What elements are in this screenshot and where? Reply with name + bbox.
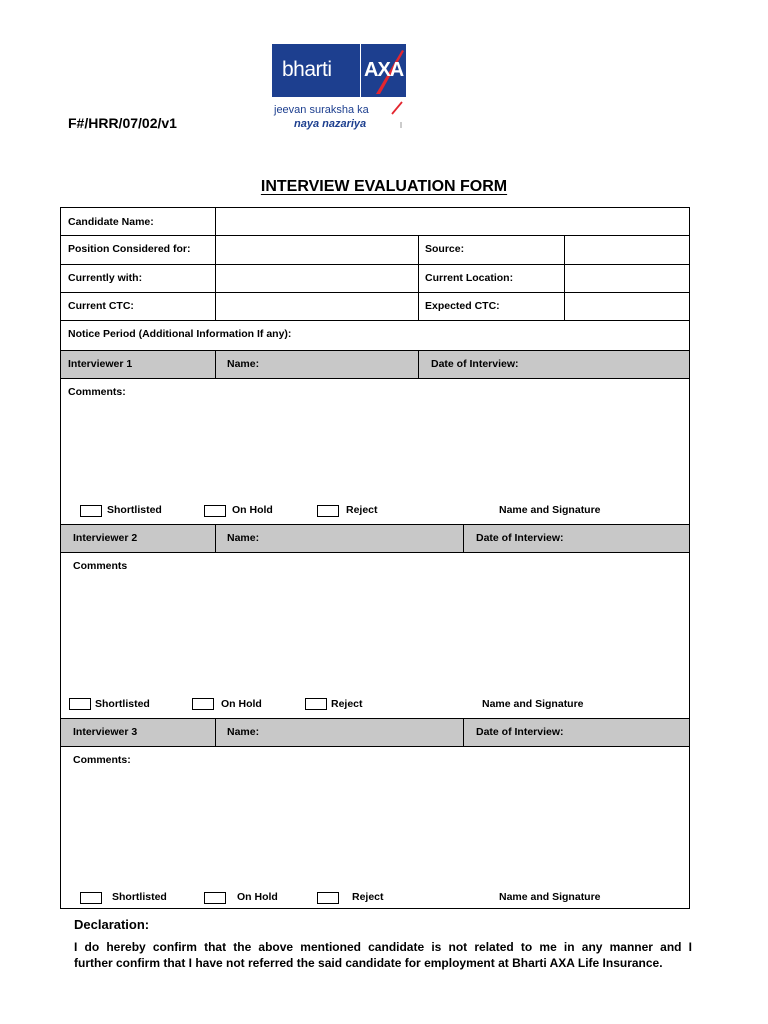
- interviewer-1-name-label: Name:: [227, 358, 260, 370]
- interviewer-3-reject-label: Reject: [352, 891, 384, 903]
- expected-ctc-label: Expected CTC:: [425, 300, 500, 312]
- interviewer-1-signature-label: Name and Signature: [499, 504, 601, 516]
- declaration-line-2: further confirm that I have not referred the said candidate for employment at Bharti AXA Life Insurance.: [74, 956, 663, 970]
- interviewer-2-on-hold-checkbox[interactable]: [192, 698, 214, 710]
- interviewer-3-label: Interviewer 3: [73, 726, 138, 738]
- candidate-name-label: Candidate Name:: [68, 216, 154, 228]
- source-field[interactable]: [566, 237, 687, 263]
- swoosh-icon: [390, 100, 404, 130]
- row-divider: [61, 718, 689, 719]
- interviewer-3-shortlisted-checkbox[interactable]: [80, 892, 102, 904]
- column-divider: [564, 235, 565, 320]
- interviewer-1-comments-label: Comments:: [68, 386, 126, 398]
- form-title-wrap: [0, 178, 768, 196]
- column-divider: [215, 718, 216, 746]
- interviewer-2-on-hold-label: On Hold: [221, 698, 262, 710]
- interviewer-3-shortlisted-label: Shortlisted: [112, 891, 167, 903]
- row-divider: [61, 746, 689, 747]
- column-divider: [463, 524, 464, 552]
- logo-tagline-1: jeevan suraksha ka: [274, 104, 369, 116]
- interviewer-1-reject-checkbox[interactable]: [317, 505, 339, 517]
- row-divider: [61, 350, 689, 351]
- interviewer-1-on-hold-checkbox[interactable]: [204, 505, 226, 517]
- interviewer-2-shortlisted-label: Shortlisted: [95, 698, 150, 710]
- row-divider: [61, 320, 689, 321]
- interviewer-2-comments-area[interactable]: [63, 576, 687, 690]
- row-divider: [61, 264, 689, 265]
- logo-divider: [360, 44, 361, 97]
- current-ctc-label: Current CTC:: [68, 300, 134, 312]
- row-divider: [61, 524, 689, 525]
- logo-banner: [272, 44, 406, 97]
- row-divider: [61, 235, 689, 236]
- interviewer-2-header-row: [61, 525, 689, 553]
- column-divider: [215, 208, 216, 320]
- interviewer-3-on-hold-checkbox[interactable]: [204, 892, 226, 904]
- interviewer-1-label: Interviewer 1: [68, 358, 133, 370]
- interviewer-1-header-row: [61, 351, 689, 379]
- row-divider: [61, 292, 689, 293]
- declaration-title: Declaration:: [74, 917, 150, 932]
- current-location-field[interactable]: [566, 266, 687, 291]
- candidate-name-field[interactable]: [217, 209, 687, 234]
- interviewer-1-date-label: Date of Interview:: [431, 358, 519, 370]
- bharti-axa-logo: [272, 44, 406, 132]
- column-divider: [418, 350, 419, 378]
- source-label: Source:: [425, 243, 465, 255]
- interviewer-1-comments-area[interactable]: [63, 402, 687, 496]
- interviewer-2-signature-label: Name and Signature: [482, 698, 584, 710]
- row-divider: [61, 378, 689, 379]
- interviewer-2-name-label: Name:: [227, 532, 260, 544]
- notice-period-label: Notice Period (Additional Information If any):: [68, 328, 292, 340]
- currently-with-label: Currently with:: [68, 272, 143, 284]
- interviewer-1-shortlisted-checkbox[interactable]: [80, 505, 102, 517]
- logo-partner-text: AXA: [364, 59, 404, 81]
- logo-tagline-2: naya nazariya: [294, 118, 367, 130]
- current-ctc-field[interactable]: [217, 294, 417, 319]
- interviewer-2-label: Interviewer 2: [73, 532, 138, 544]
- form-code: F#/HRR/07/02/v1: [68, 115, 177, 131]
- evaluation-form-table: [60, 207, 690, 909]
- interviewer-2-reject-label: Reject: [331, 698, 363, 710]
- column-divider: [215, 524, 216, 552]
- interviewer-2-shortlisted-checkbox[interactable]: [69, 698, 91, 710]
- interviewer-2-comments-label: Comments: [73, 560, 128, 572]
- column-divider: [418, 235, 419, 320]
- column-divider: [463, 718, 464, 746]
- interviewer-2-date-label: Date of Interview:: [476, 532, 564, 544]
- interviewer-3-comments-label: Comments:: [73, 754, 131, 766]
- interviewer-3-reject-checkbox[interactable]: [317, 892, 339, 904]
- form-title: INTERVIEW EVALUATION FORM: [260, 178, 508, 195]
- row-divider: [61, 552, 689, 553]
- interviewer-1-shortlisted-label: Shortlisted: [107, 504, 162, 516]
- interviewer-3-on-hold-label: On Hold: [237, 891, 278, 903]
- position-label: Position Considered for:: [68, 243, 191, 255]
- currently-with-field[interactable]: [217, 266, 417, 291]
- interviewer-3-date-label: Date of Interview:: [476, 726, 564, 738]
- interviewer-3-comments-area[interactable]: [63, 770, 687, 884]
- interviewer-3-name-label: Name:: [227, 726, 260, 738]
- declaration-line-1: I do hereby confirm that the above mentioned candidate is not related to me in any manner and I: [74, 940, 692, 954]
- interviewer-3-header-row: [61, 719, 689, 747]
- column-divider: [215, 350, 216, 378]
- interviewer-2-reject-checkbox[interactable]: [305, 698, 327, 710]
- position-field[interactable]: [217, 237, 417, 263]
- interviewer-1-reject-label: Reject: [346, 504, 378, 516]
- current-location-label: Current Location:: [425, 272, 514, 284]
- logo-brand-text: bharti: [282, 58, 332, 81]
- expected-ctc-field[interactable]: [566, 294, 687, 319]
- interviewer-3-signature-label: Name and Signature: [499, 891, 601, 903]
- interviewer-1-on-hold-label: On Hold: [232, 504, 273, 516]
